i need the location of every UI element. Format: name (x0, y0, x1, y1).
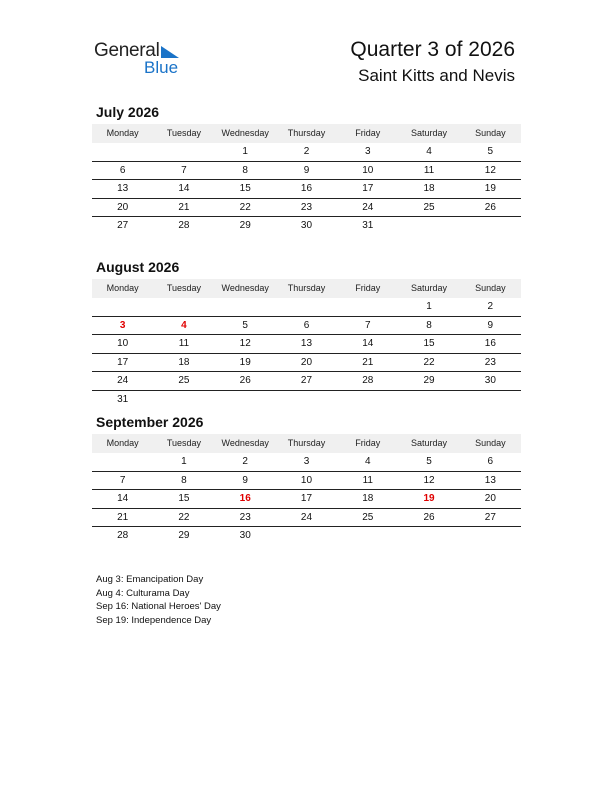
calendar-grid (92, 434, 521, 545)
day-cell: 8 (242, 164, 248, 176)
day-cell: 4 (426, 146, 432, 157)
weekday-label: Monday (106, 128, 139, 138)
day-cell: 6 (303, 319, 310, 331)
empty-day-cell (92, 143, 153, 161)
day-cell: 19 (239, 356, 251, 368)
day-cell: 30 (239, 530, 251, 541)
day-cell: 23 (484, 356, 496, 368)
week-row (92, 509, 521, 528)
holiday-note: Sep 19: Independence Day (96, 615, 212, 627)
day-cell: 31 (117, 393, 129, 405)
day-cell: 21 (178, 201, 190, 213)
week-row (92, 472, 521, 491)
day-cell: 21 (117, 511, 129, 523)
day-cell: 24 (117, 375, 129, 386)
day-cell: 20 (484, 493, 496, 504)
day-cell: 23 (300, 201, 313, 213)
day-cell: 5 (426, 456, 432, 467)
holiday-day-cell: 16 (239, 493, 251, 504)
month-title: July 2026 (96, 104, 160, 120)
weekday-label: Sunday (475, 283, 506, 293)
day-cell: 27 (484, 511, 496, 523)
day-cell: 10 (362, 164, 374, 176)
day-cell: 15 (423, 338, 435, 349)
weekday-label: Tuesday (166, 128, 202, 138)
day-cell: 7 (181, 164, 187, 176)
day-cell: 30 (484, 375, 496, 386)
day-cell: 17 (117, 356, 129, 368)
day-cell: 16 (484, 338, 496, 349)
empty-day-cell (460, 217, 521, 235)
weekday-header-row (92, 279, 521, 298)
weekday-label: Friday (355, 438, 381, 448)
day-cell: 17 (362, 183, 374, 194)
weekday-label: Tuesday (166, 283, 202, 293)
day-cell: 29 (423, 375, 435, 386)
day-cell: 8 (181, 474, 187, 486)
week-row (92, 217, 521, 235)
day-cell: 1 (181, 456, 187, 467)
day-cell: 29 (178, 530, 190, 541)
day-cell: 25 (178, 375, 190, 386)
day-cell: 14 (178, 183, 190, 194)
day-cell: 25 (423, 201, 435, 213)
day-cell: 6 (487, 456, 494, 467)
weekday-label: Tuesday (166, 438, 202, 448)
day-cell: 25 (362, 511, 374, 523)
day-cell: 11 (423, 164, 435, 176)
day-cell: 28 (362, 375, 374, 386)
day-cell: 12 (423, 474, 435, 486)
day-cell: 2 (487, 301, 494, 312)
day-cell: 28 (178, 220, 190, 231)
calendar-grid (92, 279, 521, 408)
empty-day-cell (398, 391, 459, 409)
generalblue-logo (94, 40, 194, 80)
weekday-label: Friday (355, 283, 381, 293)
empty-day-cell (460, 391, 521, 409)
empty-day-cell (460, 527, 521, 545)
weekday-label: Thursday (287, 283, 326, 293)
week-row (92, 527, 521, 545)
empty-day-cell (215, 298, 276, 316)
day-cell: 13 (117, 183, 129, 194)
day-cell: 14 (117, 493, 129, 504)
empty-day-cell (337, 391, 398, 409)
day-cell: 2 (303, 146, 310, 157)
empty-day-cell (276, 391, 337, 409)
holiday-day-cell: 3 (119, 319, 126, 331)
day-cell: 15 (239, 183, 251, 194)
week-row (92, 391, 521, 409)
holiday-notes (96, 573, 221, 628)
day-cell: 26 (239, 375, 251, 386)
day-cell: 10 (300, 474, 313, 486)
empty-day-cell (337, 298, 398, 316)
logo-general-text: General (94, 40, 160, 61)
day-cell: 7 (119, 474, 126, 486)
logo-blue-text: Blue (144, 58, 179, 77)
week-row (92, 162, 521, 181)
holiday-note: Aug 4: Culturama Day (96, 587, 190, 599)
holiday-day-cell: 19 (423, 493, 435, 504)
day-cell: 22 (423, 356, 435, 368)
day-cell: 5 (487, 146, 494, 157)
empty-day-cell (276, 298, 337, 316)
day-cell: 24 (300, 511, 313, 523)
day-cell: 2 (242, 456, 248, 467)
day-cell: 7 (364, 319, 371, 331)
day-cell: 17 (300, 493, 313, 504)
calendar-grid (92, 124, 521, 235)
day-cell: 14 (362, 338, 374, 349)
day-cell: 13 (484, 474, 496, 486)
day-cell: 27 (117, 220, 129, 231)
week-row (92, 317, 521, 336)
holiday-note: Aug 3: Emancipation Day (96, 574, 204, 585)
day-cell: 8 (426, 319, 432, 331)
day-cell: 22 (239, 201, 251, 213)
empty-day-cell (153, 391, 214, 409)
weekday-label: Monday (106, 438, 139, 448)
day-cell: 18 (178, 356, 190, 368)
day-cell: 28 (117, 530, 129, 541)
weekday-label: Monday (106, 283, 139, 293)
week-row (92, 372, 521, 391)
day-cell: 6 (119, 164, 126, 176)
day-cell: 18 (362, 493, 374, 504)
weekday-label: Saturday (411, 283, 448, 293)
day-cell: 15 (178, 493, 190, 504)
week-row (92, 453, 521, 472)
weekday-label: Wednesday (221, 438, 269, 448)
day-cell: 9 (303, 164, 310, 176)
empty-day-cell (215, 391, 276, 409)
week-row (92, 180, 521, 199)
week-row (92, 199, 521, 218)
empty-day-cell (398, 217, 459, 235)
day-cell: 20 (117, 201, 129, 213)
day-cell: 12 (484, 164, 496, 176)
holiday-day-cell: 4 (181, 319, 187, 331)
month-title: August 2026 (96, 259, 180, 275)
empty-day-cell (153, 143, 214, 161)
weekday-header-row (92, 124, 521, 143)
month-calendar-july (92, 104, 521, 235)
day-cell: 26 (484, 201, 496, 213)
day-cell: 10 (117, 338, 129, 349)
weekday-label: Friday (355, 128, 381, 138)
day-cell: 4 (364, 456, 371, 467)
week-row (92, 143, 521, 162)
day-cell: 30 (300, 220, 313, 231)
day-cell: 1 (426, 301, 432, 312)
day-cell: 9 (242, 474, 248, 486)
weekday-label: Wednesday (221, 128, 269, 138)
day-cell: 18 (423, 183, 435, 194)
weekday-label: Sunday (475, 128, 506, 138)
day-cell: 21 (362, 356, 374, 368)
weekday-label: Sunday (475, 438, 506, 448)
week-row (92, 298, 521, 317)
page-subtitle: Saint Kitts and Nevis (358, 66, 515, 85)
weekday-label: Thursday (287, 128, 326, 138)
day-cell: 11 (362, 474, 373, 486)
weekday-label: Wednesday (221, 283, 269, 293)
month-calendar-august (92, 259, 521, 408)
empty-day-cell (92, 298, 153, 316)
day-cell: 9 (487, 319, 494, 331)
weekday-label: Thursday (287, 438, 326, 448)
day-cell: 31 (362, 220, 374, 231)
day-cell: 16 (300, 183, 313, 194)
day-cell: 27 (300, 375, 313, 386)
day-cell: 22 (178, 511, 190, 523)
week-row (92, 354, 521, 373)
empty-day-cell (153, 298, 214, 316)
page-title: Quarter 3 of 2026 (350, 38, 515, 61)
weekday-label: Saturday (411, 438, 448, 448)
day-cell: 29 (239, 220, 251, 231)
weekday-label: Saturday (411, 128, 448, 138)
empty-day-cell (92, 453, 153, 471)
day-cell: 26 (423, 511, 435, 523)
day-cell: 1 (242, 146, 248, 157)
month-calendar-september (92, 414, 521, 545)
empty-day-cell (276, 527, 337, 545)
day-cell: 5 (242, 319, 248, 331)
day-cell: 12 (239, 338, 251, 349)
day-cell: 11 (178, 338, 190, 349)
day-cell: 24 (362, 201, 374, 213)
day-cell: 20 (300, 356, 313, 368)
week-row (92, 490, 521, 509)
day-cell: 13 (300, 338, 313, 349)
empty-day-cell (398, 527, 459, 545)
weekday-header-row (92, 434, 521, 453)
day-cell: 3 (303, 456, 310, 467)
empty-day-cell (337, 527, 398, 545)
month-title: September 2026 (96, 414, 204, 430)
holiday-note: Sep 16: National Heroes' Day (96, 601, 221, 613)
day-cell: 3 (364, 146, 371, 157)
day-cell: 23 (239, 511, 251, 523)
day-cell: 19 (484, 183, 496, 194)
week-row (92, 335, 521, 354)
